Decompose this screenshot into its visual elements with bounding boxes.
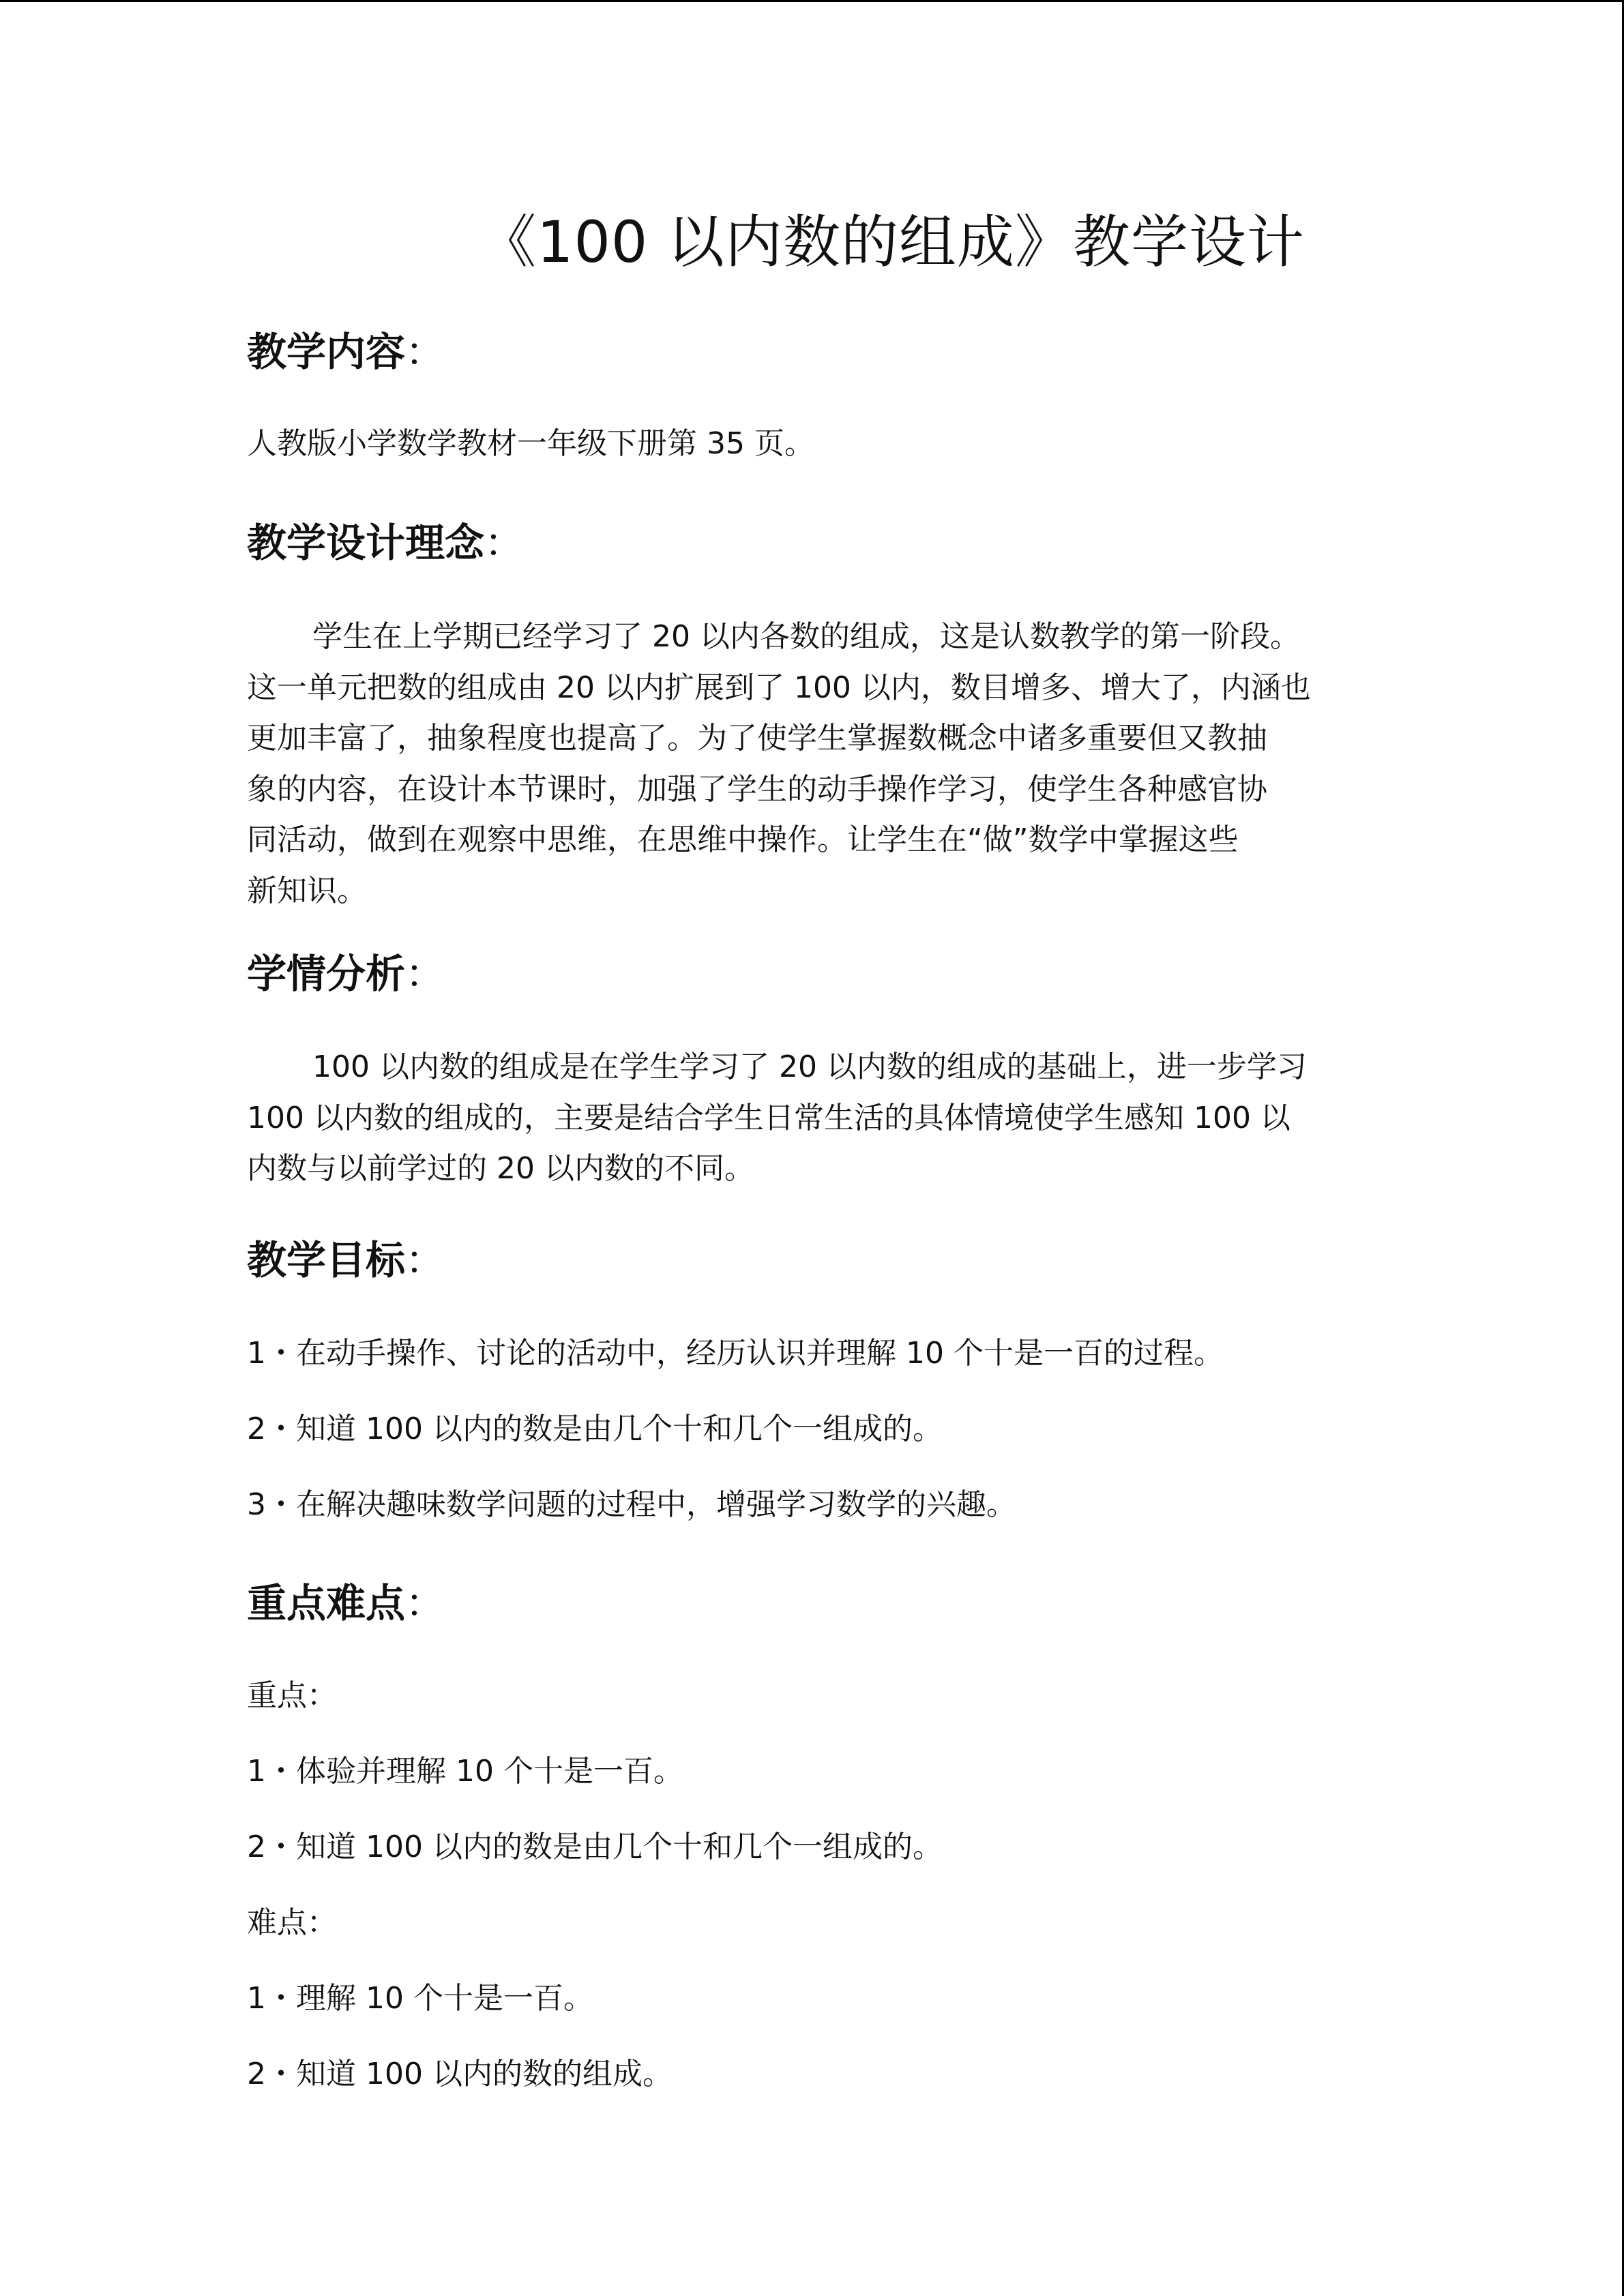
section-heading-keypoints xyxy=(247,1576,445,1630)
difficult-item: 2・知道 100 以内的数的组成。 xyxy=(247,2057,673,2091)
heading-text: 学情分析 xyxy=(247,951,406,997)
heading-text: 教学目标 xyxy=(247,1237,406,1283)
goal-item: 2・知道 100 以内的数是由几个十和几个一组成的。 xyxy=(247,1412,943,1446)
paragraph-line: 更加丰富了，抽象程度也提高了。为了使学生掌握数概念中诸多重要但又教抽 xyxy=(247,721,1267,756)
paragraph-line: 内数与以前学过的 20 以内数的不同。 xyxy=(247,1151,754,1186)
paragraph-line: 学生在上学期已经学习了 20 以内各数的组成，这是认数教学的第一阶段。 xyxy=(312,619,1300,654)
concept-paragraph xyxy=(247,612,1379,916)
difficult-item: 1・理解 10 个十是一百。 xyxy=(247,1981,593,2016)
page-top-border xyxy=(0,0,1624,2)
goal-item: 1・在动手操作、讨论的活动中，经历认识并理解 10 个十是一百的过程。 xyxy=(247,1336,1224,1371)
analysis-paragraph xyxy=(247,1042,1379,1195)
key-label: 重点： xyxy=(247,1678,337,1713)
section-heading-content xyxy=(247,325,445,379)
paragraph-line: 100 以内数的组成的，主要是结合学生日常生活的具体情境使学生感知 100 以 xyxy=(247,1100,1290,1135)
heading-text: 教学设计理念 xyxy=(247,520,485,566)
content-text: 人教版小学数学教材一年级下册第 35 页。 xyxy=(247,426,814,461)
heading-text: 教学内容 xyxy=(247,329,406,375)
paragraph-line: 象的内容，在设计本节课时，加强了学生的动手操作学习，使学生各种感官协 xyxy=(247,771,1267,807)
key-item: 2・知道 100 以内的数是由几个十和几个一组成的。 xyxy=(247,1830,943,1864)
heading-colon: ： xyxy=(405,951,445,997)
paragraph-line: 100 以内数的组成是在学生学习了 20 以内数的组成的基础上，进一步学习 xyxy=(312,1049,1307,1084)
heading-colon: ： xyxy=(484,520,525,566)
heading-text: 重点难点 xyxy=(247,1580,406,1626)
heading-colon: ： xyxy=(405,1237,445,1283)
document-title: 《100 以内数的组成》教学设计 xyxy=(479,209,1305,275)
paragraph-line: 新知识。 xyxy=(247,873,367,908)
paragraph-line: 这一单元把数的组成由 20 以内扩展到了 100 以内，数目增多、增大了，内涵也 xyxy=(247,670,1311,705)
section-heading-concept xyxy=(247,516,524,570)
section-heading-goals xyxy=(247,1233,445,1287)
key-item: 1・体验并理解 10 个十是一百。 xyxy=(247,1754,683,1789)
heading-colon: ： xyxy=(405,1580,445,1626)
paragraph-line: 同活动，做到在观察中思维，在思维中操作。让学生在“做”数学中掌握这些 xyxy=(247,822,1239,857)
heading-colon: ： xyxy=(405,329,445,375)
goal-item: 3・在解决趣味数学问题的过程中，增强学习数学的兴趣。 xyxy=(247,1487,1016,1522)
difficult-label: 难点： xyxy=(247,1905,337,1940)
section-heading-analysis xyxy=(247,946,445,1001)
